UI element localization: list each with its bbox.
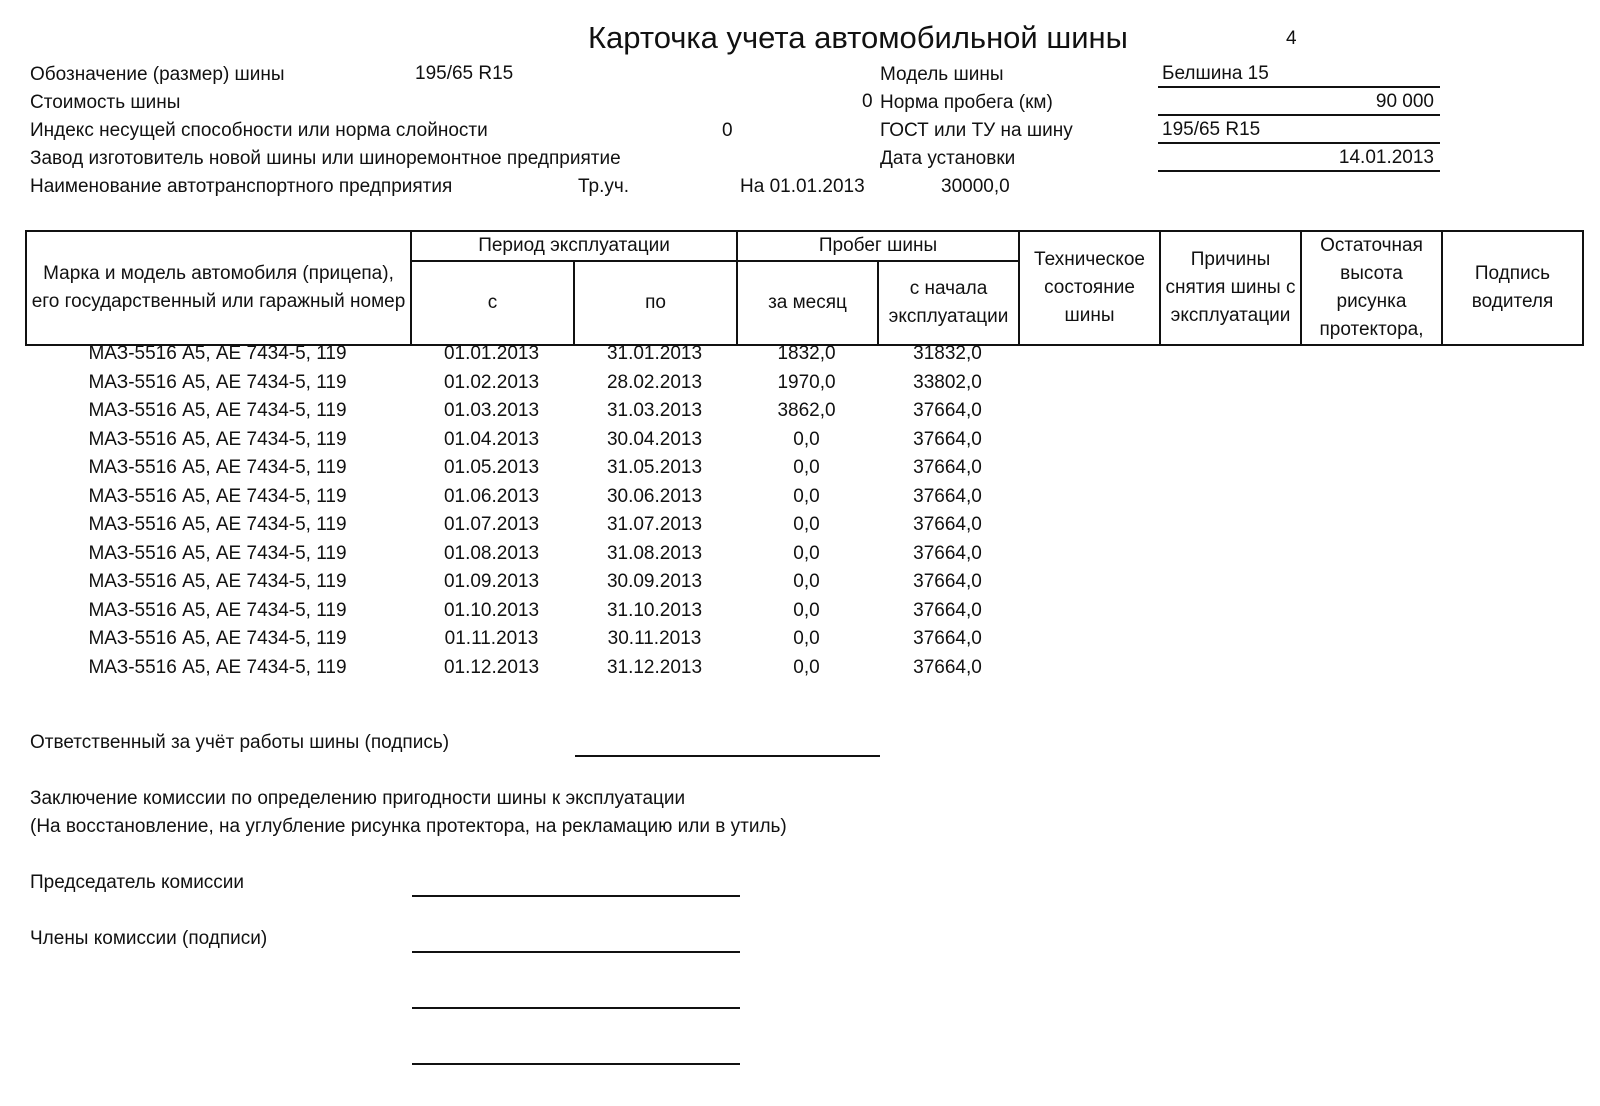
cell-month: 0,0	[793, 542, 820, 564]
cell-to: 31.10.2013	[606, 599, 703, 621]
cell-from: 01.08.2013	[443, 542, 540, 564]
chairman-label: Председатель комиссии	[30, 872, 245, 893]
index-value: 0	[722, 120, 733, 141]
gost-underline	[1158, 142, 1440, 144]
cell-from: 01.04.2013	[443, 428, 540, 450]
cost-label: Стоимость шины	[30, 92, 181, 113]
header-condition: Техническое состояние шины	[1019, 231, 1160, 345]
cell-from: 01.01.2013	[443, 343, 540, 364]
page-number: 4	[1286, 28, 1297, 49]
cell-month: 0,0	[793, 485, 820, 507]
cell-total: 37664,0	[913, 514, 982, 535]
cell-total: 31832,0	[913, 343, 982, 364]
size-value: 195/65 R15	[415, 63, 514, 84]
cell-to: 31.01.2013	[606, 343, 703, 364]
cell-to: 30.09.2013	[606, 571, 703, 592]
norm-label: Норма пробега (км)	[880, 92, 1053, 113]
cell-vehicle: МАЗ-5516 А5, АЕ 7434-5, 119	[88, 428, 347, 450]
as-of-value: 30000,0	[941, 176, 1010, 197]
cell-total: 33802,0	[913, 371, 982, 393]
norm-value: 90 000	[1375, 91, 1434, 112]
header-mileage: Пробег шины	[737, 231, 1019, 261]
cell-from: 01.07.2013	[443, 514, 540, 535]
cell-vehicle: МАЗ-5516 А5, АЕ 7434-5, 119	[88, 628, 347, 649]
model-label: Модель шины	[880, 64, 1004, 85]
cell-month: 0,0	[793, 599, 820, 621]
tire-log-table-header	[25, 230, 1584, 346]
conclusion-note: (На восстановление, на углубление рисунка протектора, на рекламацию или в утиль)	[30, 816, 787, 837]
cell-month: 3862,0	[777, 400, 836, 421]
cell-vehicle: МАЗ-5516 А5, АЕ 7434-5, 119	[88, 599, 347, 621]
size-label: Обозначение (размер) шины	[30, 64, 285, 85]
cell-month: 0,0	[793, 428, 820, 450]
model-underline	[1158, 86, 1440, 88]
org-value: Тр.уч.	[578, 176, 630, 197]
responsible-label: Ответственный за учёт работы шины (подпись)	[30, 732, 450, 753]
cell-to: 31.07.2013	[606, 514, 703, 535]
cell-total: 37664,0	[913, 400, 982, 421]
as-of-label: На 01.01.2013	[740, 176, 865, 197]
install-label: Дата установки	[880, 148, 1016, 169]
cell-total: 37664,0	[913, 428, 982, 450]
cell-total: 37664,0	[913, 599, 982, 621]
cell-to: 28.02.2013	[606, 371, 703, 393]
cell-month: 0,0	[793, 628, 820, 649]
factory-label: Завод изготовитель новой шины или шиноремонтное предприятие	[30, 148, 621, 169]
members-label: Члены комиссии (подписи)	[30, 928, 268, 949]
cell-vehicle: МАЗ-5516 А5, АЕ 7434-5, 119	[88, 571, 347, 592]
header-to: по	[574, 261, 737, 345]
cell-vehicle: МАЗ-5516 А5, АЕ 7434-5, 119	[88, 656, 347, 678]
cell-vehicle: МАЗ-5516 А5, АЕ 7434-5, 119	[88, 343, 347, 364]
gost-label: ГОСТ или ТУ на шину	[880, 120, 1073, 141]
org-label: Наименование автотранспортного предприятия	[30, 176, 453, 197]
header-total: с начала эксплуатации	[878, 261, 1019, 345]
cell-month: 1970,0	[777, 371, 836, 393]
cell-month: 0,0	[793, 457, 820, 478]
header-reasons: Причины снятия шины с эксплуатации	[1160, 231, 1301, 345]
cell-from: 01.09.2013	[443, 571, 540, 592]
cell-vehicle: МАЗ-5516 А5, АЕ 7434-5, 119	[88, 400, 347, 421]
cell-to: 31.08.2013	[606, 542, 703, 564]
cell-month: 0,0	[793, 656, 820, 678]
model-value: Белшина 15	[1162, 63, 1269, 84]
cell-total: 37664,0	[913, 457, 982, 478]
gost-value: 195/65 R15	[1162, 119, 1261, 140]
cell-total: 37664,0	[913, 656, 982, 678]
cell-total: 37664,0	[913, 628, 982, 649]
cell-to: 31.05.2013	[606, 457, 703, 478]
header-signature: Подпись водителя	[1442, 231, 1583, 345]
header-month: за месяц	[737, 261, 878, 345]
cell-month: 0,0	[793, 571, 820, 592]
cell-total: 37664,0	[913, 542, 982, 564]
header-vehicle: Марка и модель автомобиля (прицепа), его государственный или гаражный номер	[26, 231, 411, 345]
chairman-signature-line	[412, 895, 740, 897]
cell-total: 37664,0	[913, 485, 982, 507]
install-value: 14.01.2013	[1338, 147, 1434, 168]
install-underline	[1158, 170, 1440, 172]
cost-value: 0	[862, 91, 873, 112]
member-signature-line-1	[412, 951, 740, 953]
member-signature-line-3	[412, 1063, 740, 1065]
cell-vehicle: МАЗ-5516 А5, АЕ 7434-5, 119	[88, 371, 347, 393]
cell-to: 31.03.2013	[606, 400, 703, 421]
norm-underline	[1158, 114, 1440, 116]
header-period: Период эксплуатации	[411, 231, 737, 261]
cell-to: 30.06.2013	[606, 485, 703, 507]
index-label: Индекс несущей способности или норма слойности	[30, 120, 488, 141]
responsible-signature-line	[575, 755, 880, 757]
cell-from: 01.10.2013	[443, 599, 540, 621]
cell-total: 37664,0	[913, 571, 982, 592]
cell-vehicle: МАЗ-5516 А5, АЕ 7434-5, 119	[88, 485, 347, 507]
cell-to: 30.04.2013	[606, 428, 703, 450]
page-title: Карточка учета автомобильной шины	[588, 20, 1128, 55]
cell-from: 01.03.2013	[443, 400, 540, 421]
header-tread: Остаточная высота рисунка протектора,	[1301, 231, 1442, 345]
cell-from: 01.05.2013	[443, 457, 540, 478]
cell-from: 01.11.2013	[444, 628, 539, 649]
cell-vehicle: МАЗ-5516 А5, АЕ 7434-5, 119	[88, 457, 347, 478]
cell-to: 31.12.2013	[606, 656, 703, 678]
cell-to: 30.11.2013	[607, 628, 702, 649]
header-from: с	[411, 261, 574, 345]
member-signature-line-2	[412, 1007, 740, 1009]
cell-from: 01.12.2013	[443, 656, 540, 678]
cell-vehicle: МАЗ-5516 А5, АЕ 7434-5, 119	[88, 542, 347, 564]
cell-from: 01.06.2013	[443, 485, 540, 507]
conclusion-label: Заключение комиссии по определению пригодности шины к эксплуатации	[30, 788, 686, 809]
cell-vehicle: МАЗ-5516 А5, АЕ 7434-5, 119	[88, 514, 347, 535]
cell-month: 0,0	[793, 514, 820, 535]
cell-from: 01.02.2013	[443, 371, 540, 393]
cell-month: 1832,0	[777, 343, 836, 364]
